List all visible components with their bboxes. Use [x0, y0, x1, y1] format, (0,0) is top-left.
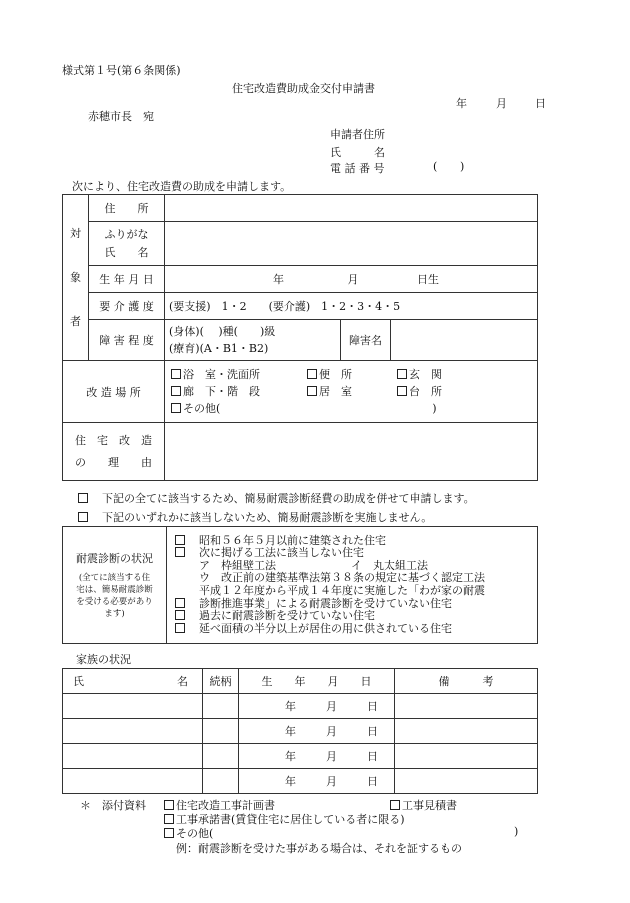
attachment-plan-checkbox[interactable]: 住宅改造工事計画書 [164, 797, 275, 813]
family-note-field[interactable] [395, 694, 538, 719]
quake-item-3[interactable]: 平成１２年度から平成１４年度に実施した「わが家の耐震 [199, 584, 485, 597]
family-name-field[interactable] [63, 744, 203, 769]
attachment-example: 例：耐震診断を受けた事がある場合は、それを証するもの [176, 842, 462, 855]
birth-year: 年 [273, 273, 284, 286]
family-note-field[interactable] [395, 744, 538, 769]
choice-no-quake-diagnosis[interactable]: 下記のいずれかに該当しないため、簡易耐震診断を実施しません。 [78, 509, 432, 525]
quake-label: 耐震診断の状況 [76, 552, 153, 565]
intro-text: 次により、住宅改造費の助成を申請します。 [72, 180, 292, 193]
phone-paren-open: ( [433, 160, 438, 173]
quake-item-1[interactable]: 昭和５６年５月以前に建築された住宅 [175, 535, 533, 548]
family-birth-field[interactable]: 年 月 日 [239, 769, 395, 794]
quake-note: (全てに該当する住 宅は、簡易耐震診断 を受ける必要があり ます) [76, 573, 153, 619]
family-relation-field[interactable] [203, 694, 239, 719]
applicant-address-label: 申請者住所 [330, 128, 385, 141]
attachment-estimate-checkbox[interactable]: 工事見積書 [390, 797, 457, 813]
family-birth-field[interactable]: 年 月 日 [239, 694, 395, 719]
address-label: 住 所 [89, 195, 165, 222]
reason-label: 住 宅 改 造 の 理 由 [63, 423, 165, 481]
table-row [63, 694, 538, 719]
subject-group-label: 対 象 者 [63, 195, 89, 361]
disability-name-field[interactable] [391, 320, 538, 361]
family-name-field[interactable] [63, 694, 203, 719]
family-table [62, 668, 538, 794]
col-header-birth: 生 年 月 日 [239, 669, 395, 694]
phone-paren-close: ) [460, 160, 465, 173]
birth-label: 生 年 月 日 [89, 266, 165, 293]
quake-conditions: 昭和５６年５月以前に建築された住宅 次に掲げる工法に該当しない住宅 ア 枠組壁工法 イ 丸太組工法 ウ 改正前の建築基準法第３８条の規定に基づく認定工法 平成１２年度から平成１４年度に実施した「わが家の耐震 診断推進事業」による耐震診断を受けていない住宅 過去に耐震診断を受けていない住宅 延べ面積の半分以上が居住の用に供されている住宅 [167, 527, 538, 644]
table-row [63, 769, 538, 794]
birth-day: 日生 [417, 273, 439, 286]
family-relation-field[interactable] [203, 719, 239, 744]
place-living-checkbox[interactable]: 居 室 [307, 383, 397, 400]
applicant-name-label-a: 氏 [330, 146, 341, 159]
family-relation-field[interactable] [203, 769, 239, 794]
attachment-other-checkbox[interactable]: その他( [164, 825, 213, 841]
date-year-label: 年 [456, 97, 467, 110]
place-hall-checkbox[interactable]: 廊 下・階 段 [171, 383, 307, 400]
birth-field[interactable] [165, 266, 538, 293]
care-label: 要 介 護 度 [89, 293, 165, 320]
family-birth-field[interactable]: 年 月 日 [239, 719, 395, 744]
family-name-field[interactable] [63, 769, 203, 794]
care-level-options[interactable]: (要支援) 1・2 (要介護) 1・2・3・4・5 [165, 293, 538, 320]
place-bath-checkbox[interactable]: 浴 室・洗面所 [171, 366, 307, 383]
family-section-title: 家族の状況 [76, 653, 131, 666]
applicant-phone-label: 電 話 番 号 [330, 162, 385, 175]
quake-item-5[interactable]: 延べ面積の半分以上が居住の用に供されている住宅 [175, 623, 533, 636]
name-label: ふりがな 氏 名 [89, 222, 165, 266]
modification-place-label: 改 造 場 所 [63, 361, 165, 423]
quake-diagnosis-table [62, 526, 538, 644]
modification-place-options [165, 361, 538, 423]
place-other-checkbox[interactable]: その他( ) [171, 400, 533, 417]
date-day-label: 日 [535, 97, 546, 110]
address-field[interactable] [165, 195, 538, 222]
quake-item-2[interactable]: 次に掲げる工法に該当しない住宅 [175, 547, 533, 560]
place-entrance-checkbox[interactable]: 玄 関 [397, 368, 442, 381]
col-header-relation: 続柄 [203, 669, 239, 694]
subject-table [62, 194, 538, 481]
col-header-name: 氏 名 [63, 669, 203, 694]
family-relation-field[interactable] [203, 744, 239, 769]
place-kitchen-checkbox[interactable]: 台 所 [397, 385, 442, 398]
attachment-consent-checkbox[interactable]: 工事承諾書(賃貸住宅に居住している者に限る) [164, 811, 405, 827]
reason-field[interactable] [165, 423, 538, 481]
place-toilet-checkbox[interactable]: 便 所 [307, 366, 397, 383]
attachments-label: ＊ 添付資料 [80, 799, 146, 812]
disability-label: 障 害 程 度 [89, 320, 165, 361]
attachment-other-close: ) [514, 825, 519, 838]
form-title: 住宅改造費助成金交付申請書 [232, 82, 375, 95]
disability-grade-field[interactable]: (身体)( )種( )級 (療育)(A・B1・B2) [165, 320, 341, 361]
birth-month: 月 [347, 273, 359, 286]
addressee: 赤穂市長 宛 [88, 110, 154, 123]
table-row [63, 719, 538, 744]
col-header-note: 備 考 [395, 669, 538, 694]
choice-apply-quake-diagnosis[interactable]: 下記の全てに該当するため、簡易耐震診断経費の助成を併せて申請します。 [78, 490, 475, 506]
date-month-label: 月 [496, 97, 507, 110]
family-note-field[interactable] [395, 769, 538, 794]
name-field[interactable] [165, 222, 538, 266]
quake-item-4[interactable]: 過去に耐震診断を受けていない住宅 [175, 610, 533, 623]
family-name-field[interactable] [63, 719, 203, 744]
table-row [63, 744, 538, 769]
quake-label-cell [63, 527, 167, 644]
form-number: 様式第１号(第６条関係) [62, 64, 181, 77]
family-birth-field[interactable]: 年 月 日 [239, 744, 395, 769]
disability-name-label: 障害名 [341, 320, 391, 361]
applicant-name-label-b: 名 [374, 146, 385, 159]
family-note-field[interactable] [395, 719, 538, 744]
